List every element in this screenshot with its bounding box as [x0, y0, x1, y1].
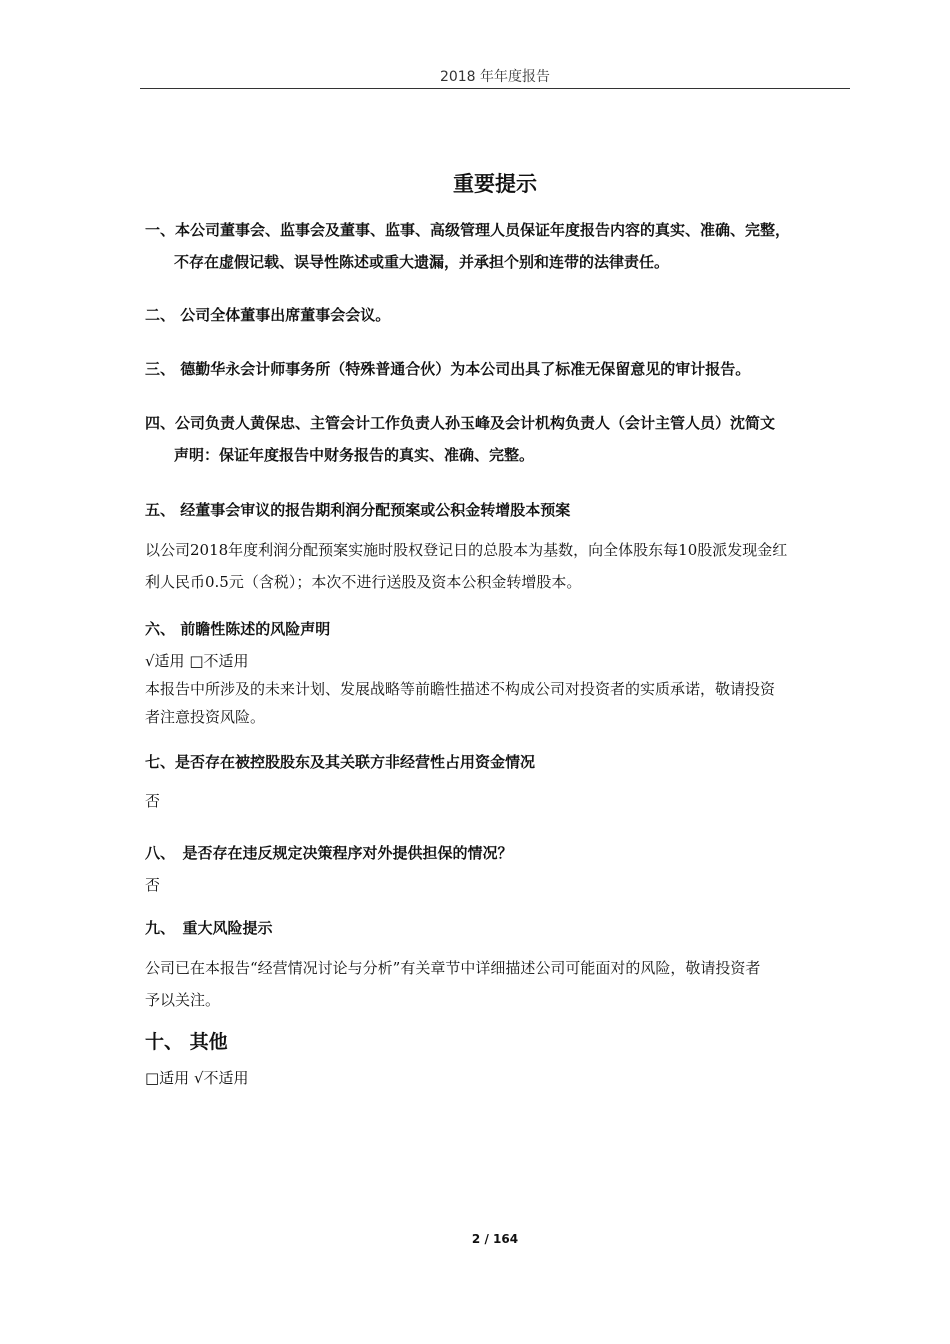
section-6-body-line-1: 本报告中所涉及的未来计划、发展战略等前瞻性描述不构成公司对投资者的实质承诺，敬请投资 [145, 680, 776, 698]
section-1-line-2: 不存在虚假记载、误导性陈述或重大遗漏，并承担个别和连带的法律责任。 [174, 253, 670, 271]
section-6-checkbox-line: √适用 □不适用 [145, 652, 249, 670]
section-8-heading: 八、 是否存在违反规定决策程序对外提供担保的情况？ [145, 844, 513, 862]
section-1-line-1: 一、本公司董事会、监事会及董事、监事、高级管理人员保证年度报告内容的真实、准确、完整， [145, 221, 791, 239]
running-header: 2018 年年度报告 [439, 69, 551, 85]
section-9-body-line-2: 予以关注。 [145, 991, 221, 1009]
section-9-body-line-1: 公司已在本报告“经营情况讨论与分析”有关章节中详细描述公司可能面对的风险，敬请投资者 [145, 959, 761, 977]
section-7-answer: 否 [145, 792, 161, 810]
section-9-heading: 九、 重大风险提示 [145, 919, 273, 937]
section-6-body [145, 647, 855, 731]
page-number: 2 / 164 [471, 1232, 519, 1246]
header-rule [140, 88, 850, 89]
page-title: 重要提示 [453, 172, 537, 196]
section-5-body-line-2: 利人民币0.5元（含税）；本次不进行送股及资本公积金转增股本。 [145, 573, 582, 591]
section-10-checkbox-line: □适用 √不适用 [145, 1069, 249, 1087]
section-5-body-line-1: 以公司2018年度利润分配预案实施时股权登记日的总股本为基数，向全体股东每10股派发现金红 [145, 541, 788, 559]
section-5-heading: 五、 经董事会审议的报告期利润分配预案或公积金转增股本预案 [145, 501, 571, 519]
section-5-body [145, 534, 855, 598]
section-7-heading: 七、是否存在被控股股东及其关联方非经营性占用资金情况 [145, 753, 536, 771]
section-6-body-line-2: 者注意投资风险。 [145, 708, 266, 726]
section-1 [145, 214, 855, 278]
section-4-line-1: 四、公司负责人黄保忠、主管会计工作负责人孙玉峰及会计机构负责人（会计主管人员）沈简文 [145, 414, 776, 432]
section-2: 二、 公司全体董事出席董事会会议。 [145, 306, 391, 324]
section-3: 三、 德勤华永会计师事务所（特殊普通合伙）为本公司出具了标准无保留意见的审计报告。 [145, 360, 751, 378]
section-4-line-2: 声明：保证年度报告中财务报告的真实、准确、完整。 [174, 446, 535, 464]
section-8-answer: 否 [145, 876, 161, 894]
section-6-heading: 六、 前瞻性陈述的风险声明 [145, 620, 331, 638]
section-9-body [145, 952, 855, 1016]
section-10-heading: 十、 其他 [145, 1031, 228, 1053]
section-4 [145, 407, 855, 471]
